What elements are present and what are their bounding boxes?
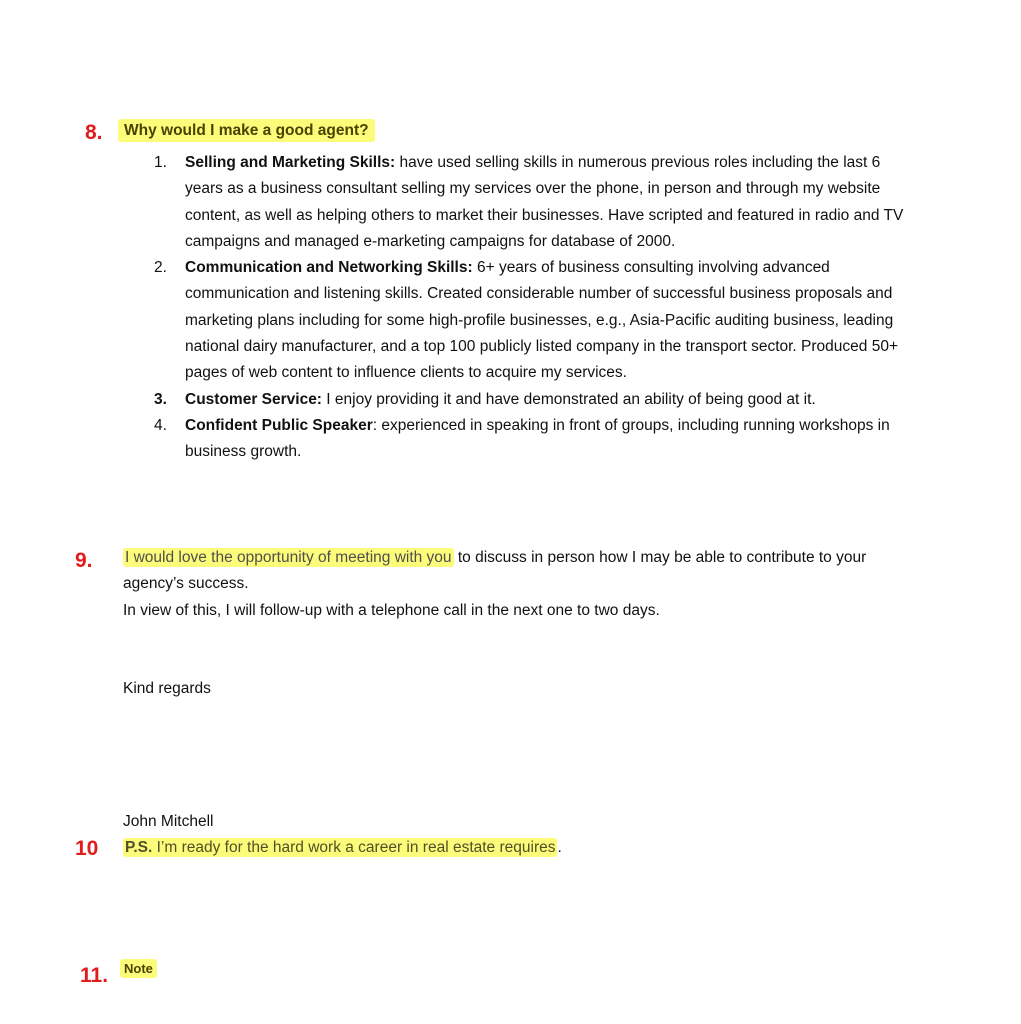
list-item <box>150 150 910 255</box>
follow-up-text: In view of this, I will follow-up with a telephone call in the next one to two days. <box>123 601 660 619</box>
postscript-text: I’m ready for the hard work a career in real estate requires <box>152 839 556 856</box>
item-text: 6+ years of business consulting involving advanced communication and listening skills. Created considerable number of successful business proposals and marketing plans including for some high-profile businesses, e.g., Asia-Pacific auditing business, leading national dairy manufacturer, and a top 100 publicly listed company in the transport sector. Produced 50+ pages of web content to influence clients to acquire my services. <box>185 259 898 382</box>
item-number: 3. <box>154 390 167 408</box>
postscript-label: P.S. <box>125 839 153 856</box>
postscript-highlight <box>123 838 557 857</box>
item-title: Confident Public Speaker <box>185 416 373 434</box>
postscript-end: . <box>557 839 562 856</box>
item-text: have used selling skills in numerous previous roles including the last 6 years as a business consultant selling my services over the phone, in person and through my website content, as well as helping others to market their businesses. Have scripted and featured in radio and TV campaigns and managed e-marketing campaigns for database of 2000. <box>185 154 904 250</box>
item-text: : experienced in speaking in front of groups, including running workshops in business growth. <box>185 416 890 461</box>
item-number: 1. <box>154 154 167 171</box>
marker-8: 8. <box>85 121 103 144</box>
marker-9: 9. <box>75 549 93 572</box>
marker-11: 11. <box>80 964 109 987</box>
marker-10: 10 <box>75 837 99 860</box>
note-label <box>120 961 157 976</box>
skills-list <box>150 150 910 466</box>
item-number: 2. <box>154 259 167 277</box>
closing-regards: Kind regards <box>123 680 211 697</box>
section-heading <box>118 122 375 140</box>
closing-paragraph <box>123 545 903 624</box>
note-highlight: Note <box>120 959 157 978</box>
list-item <box>150 413 910 466</box>
paragraph-text: to discuss in person how I may be able to contribute to your agency’s success. <box>123 549 867 593</box>
item-number: 4. <box>154 416 167 434</box>
item-title: Communication and Networking Skills: <box>185 259 473 277</box>
heading-highlight: Why would I make a good agent? <box>118 119 375 142</box>
item-title: Customer Service: <box>185 390 322 408</box>
signature-name: John Mitchell <box>123 813 214 830</box>
list-item <box>150 387 910 413</box>
postscript <box>123 835 562 861</box>
list-item <box>150 255 910 386</box>
item-title: Selling and Marketing Skills: <box>185 154 396 171</box>
item-text: I enjoy providing it and have demonstrated an ability of being good at it. <box>321 390 816 408</box>
paragraph-highlight: I would love the opportunity of meeting with you <box>125 549 452 566</box>
